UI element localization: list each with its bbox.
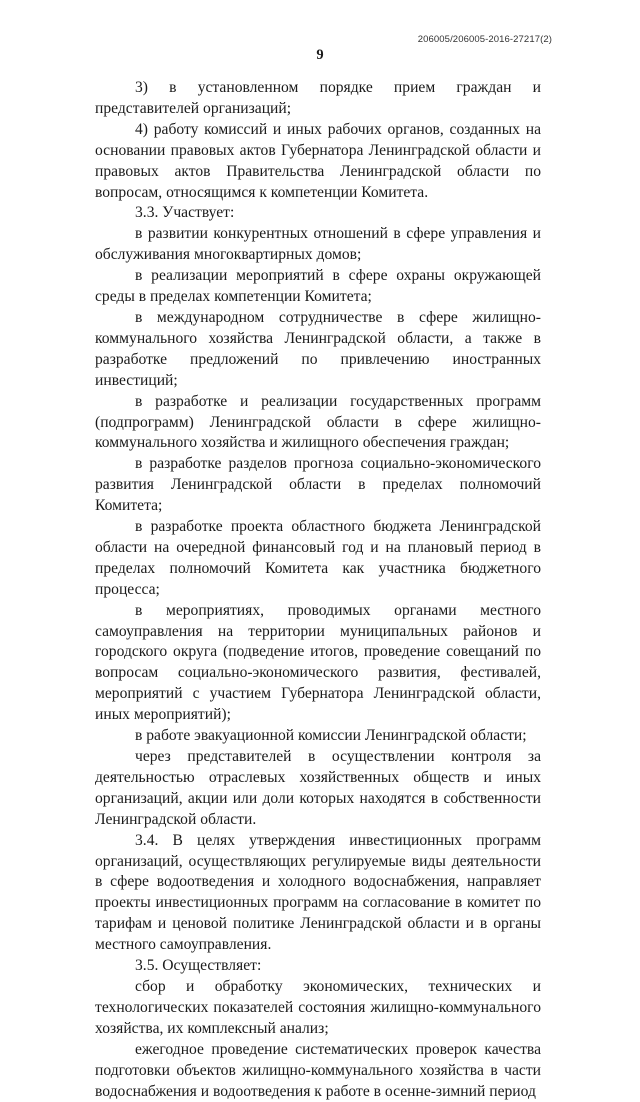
paragraph: в реализации мероприятий в сфере охраны окружающей среды в пределах компетенции Комитета; bbox=[95, 267, 541, 306]
paragraph: в мероприятиях, проводимых органами местного самоуправления на территории муниципальных районов и городского округа (подведение итогов, проведение совещаний по вопросам социально-экономического развития, фестивалей, мероприятий с участием Губернатора Ленинградской области, иных мероприятий); bbox=[95, 601, 541, 724]
paragraph: в развитии конкурентных отношений в сфере управления и обслуживания многоквартирных домов; bbox=[95, 225, 541, 264]
page-number: 9 bbox=[316, 47, 324, 63]
paragraph: в работе эвакуационной комиссии Ленинградской области; bbox=[135, 727, 527, 745]
paragraph: 4) работу комиссий и иных рабочих органов, созданных на основании правовых актов Губернатора Ленинградской области и правовых актов Правительства Ленинградской области по вопросам, относящимся к компетенции Комитета. bbox=[95, 120, 541, 201]
paragraph: 3.4. В целях утверждения инвестиционных программ организаций, осуществляющих регулируемые виды деятельности в сфере водоотведения и холодного водоснабжения, направляет проекты инвестиционных программ на согласование в комитет по тарифам и ценовой политике Ленинградской области и в органы местного самоуправления. bbox=[95, 831, 541, 954]
section-heading: 3.3. Участвует: bbox=[135, 204, 235, 222]
paragraph: в разработке проекта областного бюджета Ленинградской области на очередной финансовый год и на плановый период в пределах полномочий Комитета как участника бюджетного процесса; bbox=[95, 518, 541, 598]
document-id: 206005/206005-2016-27217(2) bbox=[417, 34, 552, 45]
paragraph: через представителей в осуществлении контроля за деятельностью отраслевых хозяйственных обществ и иных организаций, акции или доли которых находятся в собственности Ленинградской области. bbox=[95, 748, 541, 828]
paragraph: в разработке и реализации государственных программ (подпрограмм) Ленинградской области в сфере жилищно-коммунального хозяйства и жилищного обеспечения граждан; bbox=[95, 392, 541, 452]
paragraph: сбор и обработку экономических, технических и технологических показателей состояния жилищно-коммунального хозяйства, их комплексный анализ; bbox=[95, 977, 541, 1037]
paragraph: ежегодное проведение систематических проверок качества подготовки объектов жилищно-коммунального хозяйства в части водоснабжения и водоотведения к работе в осенне-зимний период bbox=[95, 1040, 541, 1100]
paragraph: в разработке разделов прогноза социально-экономического развития Ленинградской области в пределах полномочий Комитета; bbox=[95, 455, 541, 515]
paragraph: в международном сотрудничестве в сфере жилищно-коммунального хозяйства Ленинградской области, а также в разработке предложений по привлечению иностранных инвестиций; bbox=[95, 308, 541, 389]
section-heading: 3.5. Осуществляет: bbox=[135, 957, 262, 975]
document-body bbox=[95, 78, 541, 1102]
paragraph: 3) в установленном порядке прием граждан и представителей организаций; bbox=[95, 79, 541, 117]
